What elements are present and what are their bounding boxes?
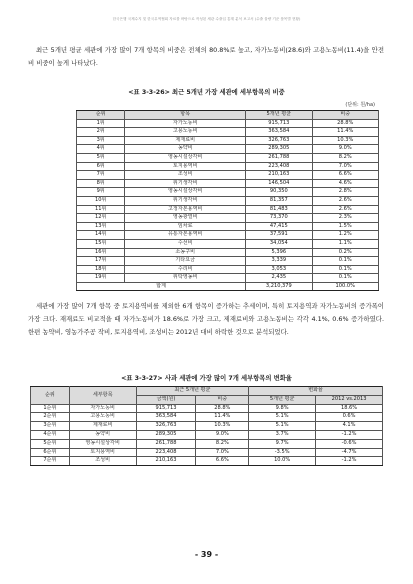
table-cell: 조성비 [125, 171, 246, 180]
table-cell: 3.7% [249, 430, 316, 439]
table-cell: 7.0% [196, 448, 249, 457]
table-cell: 제재료비 [69, 422, 136, 431]
change-rate-table [30, 386, 383, 466]
table-cell: 조성비 [69, 457, 136, 466]
table2-body [31, 404, 383, 466]
col-share: 비중 [196, 395, 249, 404]
table-cell: 위탁영농비 [125, 274, 246, 283]
table-row [77, 257, 379, 266]
table-cell: 토지용역비 [125, 162, 246, 171]
table-total-row [77, 282, 379, 291]
table-cell: 자가노동비 [69, 404, 136, 413]
table-cell: 289,305 [246, 145, 312, 154]
total-value: 3,210,379 [246, 282, 312, 291]
table-cell: 5위 [77, 153, 125, 162]
col-vs-2012: 2012 vs.2013 [316, 395, 383, 404]
table-cell: 81,357 [246, 196, 312, 205]
table-cell: 210,163 [136, 457, 196, 466]
table-cell: 10.0% [249, 457, 316, 466]
table-cell: 10.3% [312, 136, 378, 145]
table-cell: 8위 [77, 179, 125, 188]
table-cell: 223,408 [136, 448, 196, 457]
table-cell: 7순위 [31, 457, 70, 466]
table-row [77, 171, 379, 180]
table-header-row [31, 387, 383, 396]
table-row [77, 119, 379, 128]
col-group-change: 변화율 [249, 387, 383, 396]
table-cell: 9.0% [196, 430, 249, 439]
table-cell: 6.6% [196, 457, 249, 466]
col-group-5yr: 최근 5개년 평균 [136, 387, 249, 396]
col-vs-5yr: 5개년 평균 [249, 395, 316, 404]
table-cell: 2.6% [312, 205, 378, 214]
table-cell: 고정자본용역비 [125, 205, 246, 214]
table-row [77, 239, 379, 248]
table-cell: 363,584 [136, 413, 196, 422]
table-cell: 토지용역비 [69, 448, 136, 457]
table-cell: 34,054 [246, 239, 312, 248]
page-number: - 39 - [194, 550, 219, 559]
table-header-row [77, 111, 379, 120]
table-cell: 28.8% [196, 404, 249, 413]
table-cell: 146,504 [246, 179, 312, 188]
analysis-paragraph: 세관에 가장 많이 7개 항목 중 토지용역비를 제외한 6개 항목이 증가하는 추세이며, 특히 토지용역과 자가노동비의 증가폭이 가장 크다. 재재료도 비교적을 때 자가노동비가 18.6%로 가장 크고, 제재료비와 고용노동비는 각각 4.1%, 0.6% 증가하였다. 한편 농약비, 영농가주공 작비, 토지용역비, 조성비는 2012년 대비 하락한 것으로 분석되었다. [28, 302, 384, 336]
table-row [77, 222, 379, 231]
table-cell: 261,788 [246, 153, 312, 162]
table-cell: 1.5% [312, 222, 378, 231]
table-cell: 17위 [77, 257, 125, 266]
table-row [77, 179, 379, 188]
table-cell: 15위 [77, 239, 125, 248]
table-cell: 1.1% [312, 239, 378, 248]
table-row [31, 404, 383, 413]
table-cell: 2.6% [312, 196, 378, 205]
table-cell: 5.1% [249, 422, 316, 431]
table-cell: 2.3% [312, 214, 378, 223]
table-cell: 289,305 [136, 430, 196, 439]
intro-paragraph: 최근 5개년 평균 세관에 가장 많이 7개 항목의 비중은 전체의 80.8%로 높고, 자가노동비(28.6)와 고용노동비(11.4)을 안전비 비중이 높게 나타났다. [28, 46, 384, 67]
table-cell: 6위 [77, 162, 125, 171]
table-row [77, 231, 379, 240]
table-cell: 영농시설상각비 [125, 153, 246, 162]
table-cell: 영농광열비 [125, 214, 246, 223]
table-cell: -3.5% [249, 448, 316, 457]
table-cell: 4.1% [316, 422, 383, 431]
table-cell: 자가노동비 [125, 119, 246, 128]
table-cell: 11위 [77, 205, 125, 214]
table-cell: 9.8% [249, 404, 316, 413]
table-cell: 7위 [77, 171, 125, 180]
table-cell: 농약비 [125, 145, 246, 154]
table-cell: 5.1% [249, 413, 316, 422]
table-cell: 유통자본용역비 [125, 231, 246, 240]
table-cell: 제재료비 [125, 136, 246, 145]
total-label: 합계 [77, 282, 246, 291]
table-cell: 3,339 [246, 257, 312, 266]
table1-body [77, 119, 379, 282]
table-cell: 고용노동비 [69, 413, 136, 422]
table-cell: 5순위 [31, 439, 70, 448]
table-row [77, 196, 379, 205]
table-cell: 3,053 [246, 265, 312, 274]
cost-share-table [76, 110, 379, 291]
table-cell: 2.8% [312, 188, 378, 197]
table1-caption: <표 3-3-26> 최근 5개년 가장 세관에 세부항목의 비중 [128, 89, 285, 96]
table-cell: -1.2% [316, 430, 383, 439]
table-row [31, 430, 383, 439]
table-row [31, 457, 383, 466]
table-cell: 261,788 [136, 439, 196, 448]
table-cell: 10.3% [196, 422, 249, 431]
col-item: 세부항목 [69, 387, 136, 405]
table-cell: 4위 [77, 145, 125, 154]
table-row [31, 448, 383, 457]
col-rank: 순위 [77, 111, 125, 120]
table-row [77, 214, 379, 223]
table-cell: 14위 [77, 231, 125, 240]
table-cell: 영농시설상각비 [69, 439, 136, 448]
table-cell: 37,591 [246, 231, 312, 240]
table-cell: 1위 [77, 119, 125, 128]
table-cell: 223,408 [246, 162, 312, 171]
table-cell: 915,713 [136, 404, 196, 413]
table-cell: 8.2% [312, 153, 378, 162]
table-row [77, 188, 379, 197]
table-cell: 3순위 [31, 422, 70, 431]
table2-caption: <표 3-3-27> 사과 세관에 가장 많이 7개 세부항목의 변화율 [121, 375, 292, 382]
table-row [77, 153, 379, 162]
table-row [77, 274, 379, 283]
table-cell: 13위 [77, 222, 125, 231]
table-cell: 210,163 [246, 171, 312, 180]
table-cell: 81,483 [246, 205, 312, 214]
table-row [31, 422, 383, 431]
table-row [77, 265, 379, 274]
table-row [77, 136, 379, 145]
col-cost: 금액(원) [136, 395, 196, 404]
table-cell: 5,396 [246, 248, 312, 257]
table-cell: 28.8% [312, 119, 378, 128]
table-cell: 73,370 [246, 214, 312, 223]
table-cell: 11.4% [312, 128, 378, 137]
table-cell: 2순위 [31, 413, 70, 422]
table-cell: 기타요금 [125, 257, 246, 266]
table-cell: 0.6% [316, 413, 383, 422]
col-item: 항목 [125, 111, 246, 120]
table-cell: 6.6% [312, 171, 378, 180]
table-cell: 1순위 [31, 404, 70, 413]
col-rank: 순위 [31, 387, 70, 405]
table-row [77, 205, 379, 214]
table-cell: 소농구비 [125, 248, 246, 257]
table-cell: 위기생각비 [125, 196, 246, 205]
table-cell: 9위 [77, 188, 125, 197]
table-row [77, 248, 379, 257]
table-cell: 326,763 [246, 136, 312, 145]
table-cell: -4.7% [316, 448, 383, 457]
table-cell: 363,584 [246, 128, 312, 137]
table-row [77, 145, 379, 154]
table-cell: 4.6% [312, 179, 378, 188]
table-cell: 농약비 [69, 430, 136, 439]
table-cell: 3위 [77, 136, 125, 145]
table-row [31, 413, 383, 422]
total-share: 100.0% [312, 282, 378, 291]
col-share: 비중 [312, 111, 378, 120]
table-cell: 수리비 [125, 265, 246, 274]
table-cell: 9.0% [312, 145, 378, 154]
table-cell: 8.2% [196, 439, 249, 448]
table-cell: 0.1% [312, 265, 378, 274]
table-cell: 1.2% [312, 231, 378, 240]
table-cell: 326,763 [136, 422, 196, 431]
table-cell: 0.2% [312, 248, 378, 257]
table1-unit: (단위: 원/ha) [345, 102, 375, 108]
table-cell: 수선비 [125, 239, 246, 248]
table-cell: 10위 [77, 196, 125, 205]
table-cell: 18위 [77, 265, 125, 274]
table-cell: 9.7% [249, 439, 316, 448]
table-cell: 4순위 [31, 430, 70, 439]
table-cell: 16위 [77, 248, 125, 257]
table-cell: 0.1% [312, 274, 378, 283]
table-cell: 90,350 [246, 188, 312, 197]
table-cell: 18.6% [316, 404, 383, 413]
table-cell: 19위 [77, 274, 125, 283]
table-row [77, 162, 379, 171]
table-cell: 0.1% [312, 257, 378, 266]
table-cell: 7.0% [312, 162, 378, 171]
table-cell: 고용노동비 [125, 128, 246, 137]
table-cell: 2,435 [246, 274, 312, 283]
table-cell: -1.2% [316, 457, 383, 466]
table-cell: 12위 [77, 214, 125, 223]
table-row [31, 439, 383, 448]
table-cell: 6순위 [31, 448, 70, 457]
table-row [77, 128, 379, 137]
col-avg: 5개년 평균 [246, 111, 312, 120]
table-cell: 위기생각비 [125, 179, 246, 188]
table-cell: 임차료 [125, 222, 246, 231]
table-cell: 915,713 [246, 119, 312, 128]
table-cell: 영농시설상각비 [125, 188, 246, 197]
table-cell: -0.6% [316, 439, 383, 448]
running-header: 한국은행 국제수지 및 한국무역협회 자료를 바탕으로 작성된 세관 수출입 통계 분석 보고서 (수출 물량 기준 품목별 현황) [112, 17, 301, 21]
table-cell: 2위 [77, 128, 125, 137]
table-cell: 11.4% [196, 413, 249, 422]
table-cell: 47,415 [246, 222, 312, 231]
